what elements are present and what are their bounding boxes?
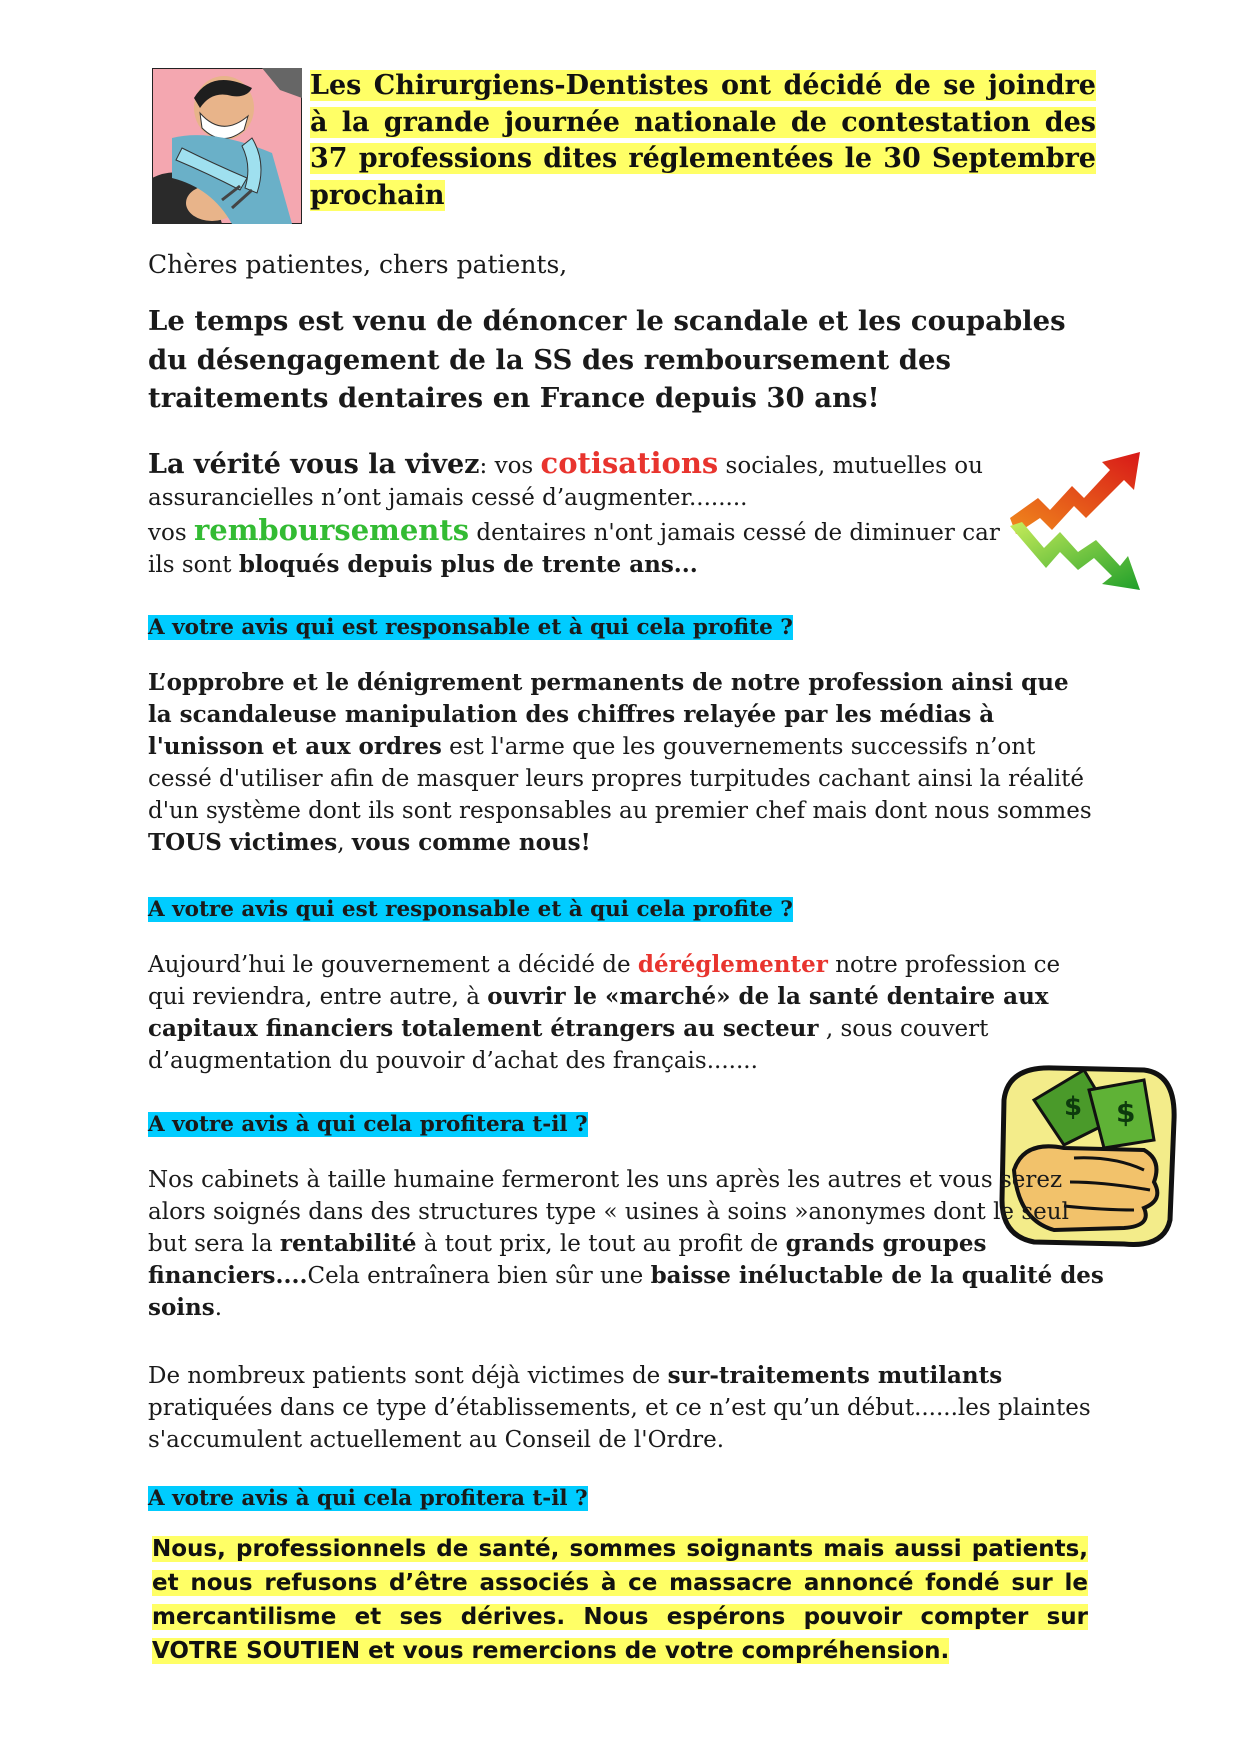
svg-text:$: $	[1064, 1092, 1083, 1122]
paragraph-opprobre: L’opprobre et le dénigrement permanents de notre profession ainsi que la scandaleuse manipulation des chiffres relayée par les médias à l'unisson et aux ordres est l'arme que les gouvernements successifs n’ont cessé d'utiliser afin de masquer leurs propres turpitudes cachant ainsi la réalité d'un système dont ils sont responsables au premier chef mais dont nous sommes TOUS victimes, vous comme nous!	[148, 669, 1092, 856]
dentist-illustration	[152, 68, 302, 224]
question-2: A votre avis qui est responsable et à qui cela profite ?	[148, 897, 793, 922]
cotisations-word: cotisations	[540, 446, 719, 480]
dereglementer-word: déréglementer	[637, 951, 828, 978]
verite-lead: La vérité vous la vivez	[148, 449, 480, 480]
headline: Les Chirurgiens-Dentistes ont décidé de se joindre à la grande journée nationale de contestation des 37 professions dites réglementées le 30 Septembre prochain	[310, 70, 1096, 211]
question-1: A votre avis qui est responsable et à qui cela profite ?	[148, 615, 793, 640]
paragraph-verite: La vérité vous la vivez: vos cotisations sociales, mutuelles ou assurancielles n’ont jamais cessé d’augmenter........ vos remboursements dentaires n'ont jamais cessé de diminuer car ils sont bloqués depuis plus de trente ans...	[148, 446, 1000, 578]
question-3: A votre avis à qui cela profitera t-il ?	[148, 1112, 588, 1137]
svg-text:$: $	[1116, 1096, 1136, 1129]
paragraph-patients: De nombreux patients sont déjà victimes de sur-traitements mutilants pratiquées dans ce type d’établissements, et ce n’est qu’un début......les plaintes s'accumulent actuellement au Conseil de l'Ordre.	[148, 1362, 1091, 1453]
thesis-statement: Le temps est venu de dénoncer le scandale et les coupables du désengagement de la SS des remboursement des traitements dentaires en France depuis 30 ans!	[148, 305, 1066, 414]
paragraph-cabinets: Nos cabinets à taille humaine fermeront les uns après les autres et vous serez alors soignés dans des structures type « usines à soins »anonymes dont le seul but sera la rentabilité à tout prix, le tout au profit de grands groupes financiers....Cela entraînera bien sûr une baisse inéluctable de la qualité des soins.	[148, 1167, 1104, 1321]
question-4: A votre avis à qui cela profitera t-il ?	[148, 1486, 588, 1511]
paragraph-dereglement: Aujourd’hui le gouvernement a décidé de déréglementer notre profession ce qui reviendra, entre autre, à ouvrir le «marché» de la santé dentaire aux capitaux financiers totalement étrangers au secteur , sous couvert d’augmentation du pouvoir d’achat des français.......	[148, 951, 1061, 1074]
conclusion: Nous, professionnels de santé, sommes soignants mais aussi patients, et nous refusons d’être associés à ce massacre annoncé fondé sur le mercantilisme et ses dérives. Nous espérons pouvoir compter sur VOTRE SOUTIEN et vous remercions de votre compréhension.	[152, 1536, 1088, 1664]
remboursements-word: remboursements	[193, 513, 470, 547]
greeting: Chères patientes, chers patients,	[148, 250, 568, 279]
trend-arrows-icon	[1010, 448, 1160, 594]
